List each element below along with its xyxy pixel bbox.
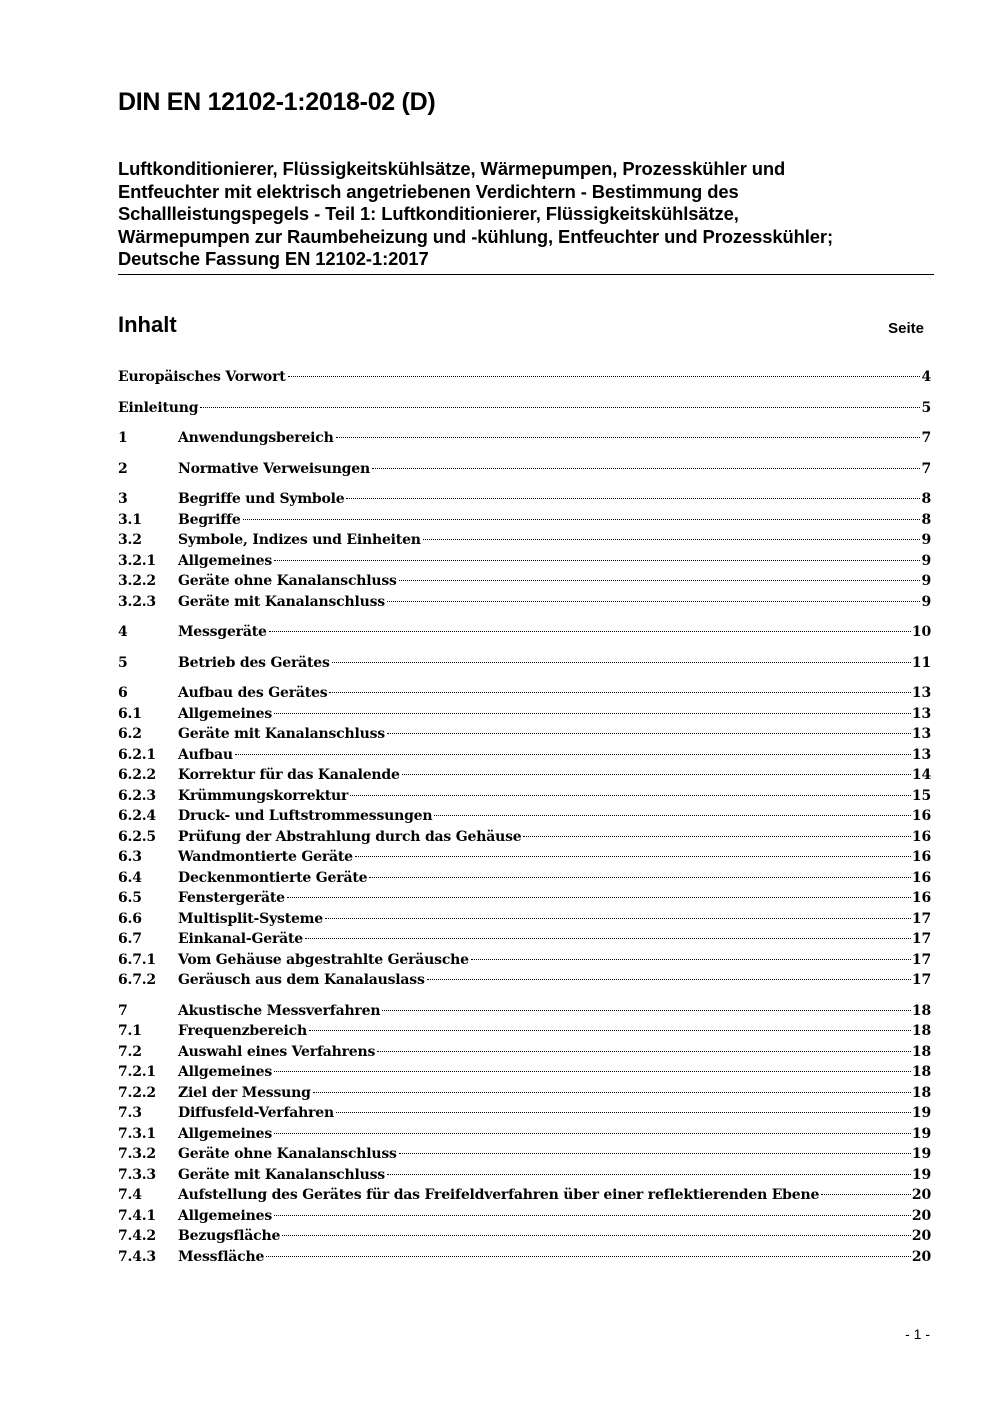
toc-entry-page[interactable]: 20 — [911, 1248, 931, 1265]
toc-entry-title[interactable]: Betrieb des Gerätes — [178, 654, 330, 671]
toc-dot-leader — [382, 1010, 911, 1011]
toc-entry-number: 6.7.1 — [118, 951, 156, 968]
toc-entry-page[interactable]: 20 — [911, 1228, 931, 1244]
toc-dot-leader — [434, 815, 911, 816]
toc-dot-leader — [377, 1051, 911, 1052]
toc-entry-number: 1 — [118, 430, 128, 446]
toc-entry-page[interactable]: 13 — [911, 705, 931, 722]
toc-entry-title[interactable]: Diffusfeld-Verfahren — [178, 1105, 334, 1121]
toc-entry-title[interactable]: Allgemeines — [178, 705, 273, 722]
toc-entry-title[interactable]: Messfläche — [178, 1248, 265, 1265]
toc-entry-number: 6.2 — [118, 726, 142, 742]
toc-entry-page[interactable]: 17 — [911, 972, 931, 988]
toc-dot-leader — [427, 979, 911, 980]
table-of-contents — [118, 369, 931, 1269]
toc-entry-number: 7.4 — [118, 1187, 142, 1203]
toc-entry-number: 3.2 — [118, 532, 142, 548]
toc-entry[interactable] — [118, 1208, 931, 1229]
toc-entry-page[interactable]: 16 — [911, 869, 931, 886]
toc-entry[interactable] — [118, 400, 931, 421]
toc-entry-title[interactable]: Frequenzbereich — [178, 1023, 307, 1039]
toc-entry-title[interactable]: Allgemeines — [178, 1125, 273, 1142]
toc-entry-number: 3.2.2 — [118, 573, 156, 589]
toc-entry-page[interactable]: 19 — [911, 1125, 931, 1142]
toc-entry-page[interactable]: 5 — [921, 399, 931, 416]
toc-entry-title[interactable]: Deckenmontierte Geräte — [178, 869, 368, 886]
toc-entry-number: 6.2.3 — [118, 787, 156, 804]
toc-entry-title[interactable]: Europäisches Vorwort — [118, 369, 286, 385]
toc-entry[interactable] — [118, 972, 931, 993]
toc-entry-page[interactable]: 10 — [911, 624, 931, 640]
toc-entry[interactable] — [118, 1044, 931, 1065]
toc-dot-leader — [399, 580, 921, 581]
toc-dot-leader — [309, 1030, 911, 1031]
toc-page-column-label: Seite — [888, 320, 924, 337]
toc-dot-leader — [387, 601, 921, 602]
toc-entry[interactable] — [118, 430, 931, 451]
toc-dot-leader — [355, 856, 911, 857]
toc-entry-page[interactable]: 8 — [921, 511, 931, 528]
toc-entry[interactable] — [118, 1249, 931, 1270]
toc-entry-title[interactable]: Bezugsfläche — [178, 1228, 281, 1244]
toc-entry-title[interactable]: Geräte mit Kanalanschluss — [178, 593, 385, 610]
toc-entry-page[interactable]: 19 — [911, 1146, 931, 1162]
toc-entry[interactable] — [118, 911, 931, 932]
toc-dot-leader — [402, 774, 911, 775]
toc-entry-title[interactable]: Begriffe und Symbole — [178, 491, 345, 507]
toc-entry-title[interactable]: Ziel der Messung — [178, 1084, 311, 1101]
toc-heading: Inhalt — [118, 312, 177, 337]
toc-dot-leader — [243, 519, 921, 520]
toc-dot-leader — [305, 938, 911, 939]
toc-entry[interactable] — [118, 1146, 931, 1167]
toc-entry-number: 7.1 — [118, 1023, 142, 1039]
toc-entry[interactable] — [118, 1228, 931, 1249]
toc-entry[interactable] — [118, 685, 931, 706]
toc-entry-page[interactable]: 18 — [911, 1084, 931, 1101]
toc-entry-page[interactable]: 13 — [911, 685, 931, 701]
toc-entry[interactable] — [118, 870, 931, 891]
toc-entry[interactable] — [118, 573, 931, 594]
toc-dot-leader — [332, 662, 911, 663]
toc-entry-page[interactable]: 18 — [911, 1064, 931, 1080]
toc-entry-number: 6.4 — [118, 869, 142, 886]
toc-entry-page[interactable]: 14 — [911, 767, 931, 783]
toc-entry-number: 7 — [118, 1002, 128, 1019]
subtitle-line: Deutsche Fassung EN 12102-1:2017 — [118, 248, 429, 270]
toc-entry[interactable] — [118, 594, 931, 615]
toc-dot-leader — [235, 754, 911, 755]
toc-dot-leader — [274, 1215, 911, 1216]
toc-entry-page[interactable]: 11 — [911, 654, 931, 671]
toc-entry[interactable] — [118, 747, 931, 768]
toc-entry-page[interactable]: 18 — [911, 1023, 931, 1039]
toc-dot-leader — [387, 1174, 911, 1175]
toc-entry-title[interactable]: Geräusch aus dem Kanalauslass — [178, 972, 425, 988]
toc-entry-number: 7.2.1 — [118, 1064, 156, 1080]
toc-dot-leader — [274, 560, 920, 561]
toc-entry-number: 3.2.1 — [118, 552, 156, 569]
toc-entry-page[interactable]: 16 — [911, 849, 931, 865]
toc-entry-page[interactable]: 19 — [911, 1105, 931, 1121]
toc-entry-title[interactable]: Aufstellung des Gerätes für das Freifeldverfahren über einer reflektierenden Ebene — [178, 1187, 820, 1203]
toc-entry-page[interactable]: 9 — [921, 532, 931, 548]
toc-dot-leader — [282, 1235, 911, 1236]
toc-entry[interactable] — [118, 1085, 931, 1106]
toc-entry-page[interactable]: 4 — [921, 369, 931, 385]
toc-entry[interactable] — [118, 1167, 931, 1188]
toc-entry-page[interactable]: 19 — [911, 1166, 931, 1183]
toc-entry[interactable] — [118, 1023, 931, 1044]
subtitle-line: Entfeuchter mit elektrisch angetriebenen Verdichtern - Bestimmung des — [118, 180, 739, 202]
toc-entry[interactable] — [118, 808, 931, 829]
toc-dot-leader — [523, 836, 910, 837]
toc-entry-title[interactable]: Geräte ohne Kanalanschluss — [178, 573, 397, 589]
toc-entry[interactable] — [118, 952, 931, 973]
toc-entry-number: 5 — [118, 654, 128, 671]
toc-entry-title[interactable]: Begriffe — [178, 511, 241, 528]
toc-dot-leader — [274, 1071, 911, 1072]
toc-entry-page[interactable]: 7 — [921, 460, 931, 477]
toc-dot-leader — [350, 795, 911, 796]
toc-entry-title[interactable]: Korrektur für das Kanalende — [178, 767, 400, 783]
toc-dot-leader — [821, 1194, 911, 1195]
toc-entry-number: 6.2.5 — [118, 828, 156, 845]
toc-entry-number: 6.2.2 — [118, 767, 156, 783]
toc-entry-title[interactable]: Vom Gehäuse abgestrahlte Geräusche — [178, 951, 469, 968]
toc-entry-number: 6.2.4 — [118, 808, 156, 824]
toc-entry[interactable] — [118, 369, 931, 390]
toc-entry-title[interactable]: Einleitung — [118, 399, 199, 416]
toc-entry-number: 6.1 — [118, 705, 142, 722]
subtitle-line: Schallleistungspegels - Teil 1: Luftkonditionierer, Flüssigkeitskühlsätze, — [118, 203, 739, 225]
toc-dot-leader — [325, 918, 911, 919]
toc-entry[interactable] — [118, 491, 931, 512]
toc-entry-title[interactable]: Symbole, Indizes und Einheiten — [178, 532, 421, 548]
toc-entry-title[interactable]: Anwendungsbereich — [178, 430, 334, 446]
toc-dot-leader — [274, 713, 911, 714]
toc-entry-number: 7.3.2 — [118, 1146, 156, 1162]
toc-entry-title[interactable]: Messgeräte — [178, 624, 267, 640]
toc-dot-leader — [266, 1256, 911, 1257]
toc-entry-number: 6.7.2 — [118, 972, 156, 988]
toc-dot-leader — [274, 1133, 911, 1134]
toc-entry-number: 7.3.1 — [118, 1125, 156, 1142]
toc-entry-page[interactable]: 7 — [921, 430, 931, 446]
toc-entry-page[interactable]: 17 — [911, 931, 931, 947]
toc-entry[interactable] — [118, 890, 931, 911]
toc-entry-title[interactable]: Druck- und Luftstrommessungen — [178, 808, 433, 824]
toc-entry-page[interactable]: 17 — [911, 910, 931, 927]
toc-entry-page[interactable]: 13 — [911, 746, 931, 763]
toc-entry-page[interactable]: 9 — [921, 573, 931, 589]
toc-entry-page[interactable]: 16 — [911, 808, 931, 824]
document-subtitle — [118, 158, 934, 275]
toc-dot-leader — [346, 498, 920, 499]
toc-entry-number: 7.3.3 — [118, 1166, 156, 1183]
toc-entry-page[interactable]: 16 — [911, 828, 931, 845]
toc-entry-title[interactable]: Aufbau des Gerätes — [178, 685, 328, 701]
toc-entry-title[interactable]: Akustische Messverfahren — [178, 1002, 381, 1019]
toc-dot-leader — [399, 1153, 911, 1154]
toc-entry-page[interactable]: 9 — [921, 552, 931, 569]
toc-entry-title[interactable]: Krümmungskorrektur — [178, 787, 349, 804]
toc-entry-page[interactable]: 13 — [911, 726, 931, 742]
toc-entry-page[interactable]: 8 — [921, 491, 931, 507]
toc-entry-number: 4 — [118, 624, 128, 640]
subtitle-line: Luftkonditionierer, Flüssigkeitskühlsätze, Wärmepumpen, Prozesskühler und — [118, 158, 786, 179]
toc-entry-number: 7.4.3 — [118, 1248, 156, 1265]
toc-entry[interactable] — [118, 767, 931, 788]
toc-entry-title[interactable]: Geräte ohne Kanalanschluss — [178, 1146, 397, 1162]
toc-entry-number: 7.4.1 — [118, 1207, 156, 1224]
toc-entry[interactable] — [118, 655, 931, 676]
toc-entry-title[interactable]: Geräte mit Kanalanschluss — [178, 1166, 385, 1183]
toc-dot-leader — [336, 1112, 911, 1113]
subtitle-line: Wärmepumpen zur Raumbeheizung und -kühlung, Entfeuchter und Prozesskühler; — [118, 225, 833, 247]
toc-dot-leader — [269, 631, 911, 632]
toc-entry[interactable] — [118, 829, 931, 850]
toc-entry-number: 7.3 — [118, 1105, 142, 1121]
toc-entry-page[interactable]: 15 — [911, 787, 931, 804]
toc-entry[interactable] — [118, 461, 931, 482]
toc-dot-leader — [329, 692, 911, 693]
toc-entry-title[interactable]: Einkanal-Geräte — [178, 931, 304, 947]
toc-entry-page[interactable]: 16 — [911, 890, 931, 906]
toc-entry-page[interactable]: 9 — [921, 593, 931, 610]
toc-entry[interactable] — [118, 553, 931, 574]
toc-entry[interactable] — [118, 1126, 931, 1147]
toc-entry-title[interactable]: Geräte mit Kanalanschluss — [178, 726, 385, 742]
toc-entry-number: 6.7 — [118, 931, 142, 947]
toc-dot-leader — [200, 407, 920, 408]
toc-entry[interactable] — [118, 1187, 931, 1208]
toc-entry[interactable] — [118, 512, 931, 533]
toc-entry[interactable] — [118, 624, 931, 645]
toc-dot-leader — [313, 1092, 911, 1093]
toc-entry[interactable] — [118, 1003, 931, 1024]
toc-entry[interactable] — [118, 532, 931, 553]
toc-entry[interactable] — [118, 1105, 931, 1126]
toc-entry-number: 7.2 — [118, 1043, 142, 1060]
toc-entry-number: 6 — [118, 685, 128, 701]
toc-entry-number: 6.2.1 — [118, 746, 156, 763]
toc-entry[interactable] — [118, 849, 931, 870]
toc-dot-leader — [423, 539, 921, 540]
toc-dot-leader — [287, 897, 911, 898]
toc-entry[interactable] — [118, 726, 931, 747]
toc-entry-title[interactable]: Prüfung der Abstrahlung durch das Gehäuse — [178, 828, 522, 845]
toc-entry-title[interactable]: Multisplit-Systeme — [178, 910, 323, 927]
toc-entry[interactable] — [118, 706, 931, 727]
toc-dot-leader — [288, 376, 921, 377]
toc-entry-title[interactable]: Allgemeines — [178, 1064, 273, 1080]
toc-entry-title[interactable]: Allgemeines — [178, 1207, 273, 1224]
toc-dot-leader — [336, 437, 921, 438]
toc-entry-page[interactable]: 18 — [911, 1043, 931, 1060]
toc-entry-page[interactable]: 20 — [911, 1207, 931, 1224]
toc-entry-page[interactable]: 20 — [911, 1187, 931, 1203]
toc-entry-number: 3 — [118, 491, 128, 507]
toc-entry-number: 3.1 — [118, 511, 142, 528]
toc-entry-number: 6.5 — [118, 890, 142, 906]
toc-entry-number: 3.2.3 — [118, 593, 156, 610]
toc-entry-title[interactable]: Auswahl eines Verfahrens — [178, 1043, 376, 1060]
toc-entry-number: 2 — [118, 460, 128, 477]
toc-entry-number: 6.3 — [118, 849, 142, 865]
toc-entry[interactable] — [118, 1064, 931, 1085]
toc-entry[interactable] — [118, 931, 931, 952]
toc-dot-leader — [372, 468, 921, 469]
toc-dot-leader — [471, 959, 911, 960]
toc-entry-page[interactable]: 17 — [911, 951, 931, 968]
toc-entry-number: 7.2.2 — [118, 1084, 156, 1101]
toc-entry-title[interactable]: Allgemeines — [178, 552, 273, 569]
document-title: DIN EN 12102-1:2018-02 (D) — [118, 88, 436, 116]
toc-dot-leader — [369, 877, 911, 878]
page-number: - 1 - — [905, 1326, 930, 1342]
toc-entry-title[interactable]: Wandmontierte Geräte — [178, 849, 353, 865]
toc-entry-page[interactable]: 18 — [911, 1002, 931, 1019]
toc-entry-title[interactable]: Aufbau — [178, 746, 233, 763]
toc-entry-number: 6.6 — [118, 910, 142, 927]
toc-entry-title[interactable]: Fenstergeräte — [178, 890, 285, 906]
toc-dot-leader — [387, 733, 911, 734]
toc-entry-title[interactable]: Normative Verweisungen — [178, 460, 370, 477]
toc-entry-number: 7.4.2 — [118, 1228, 156, 1244]
toc-entry[interactable] — [118, 788, 931, 809]
